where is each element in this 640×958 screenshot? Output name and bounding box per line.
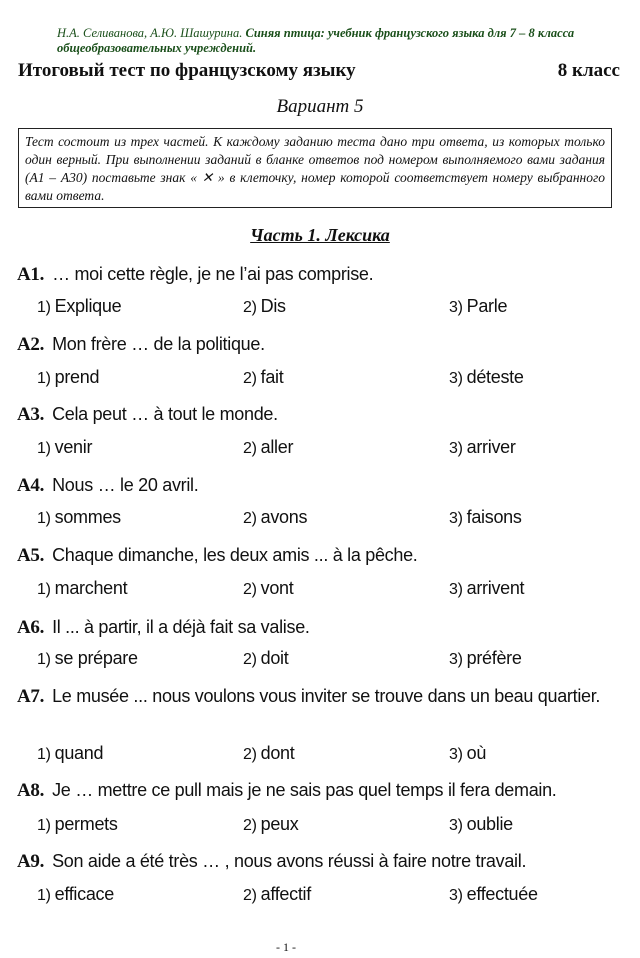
answer-option[interactable]: 2) affectif — [243, 884, 311, 904]
question-text: Je … mettre ce pull mais je ne sais pas quel temps il fera demain. — [52, 780, 557, 800]
citation-title: Синяя птица: учебник французского языка для 7 – 8 класса общеобразовательных учреждений. — [57, 26, 575, 55]
question-a9 — [17, 849, 623, 874]
question-a3 — [17, 402, 623, 427]
citation-header — [57, 26, 623, 56]
answer-option[interactable]: 2) fait — [243, 367, 284, 387]
question-text: Chaque dimanche, les deux amis ... à la pêche. — [52, 545, 418, 565]
question-a5 — [17, 543, 623, 568]
answer-option[interactable]: 3) effectuée — [449, 884, 538, 904]
question-number: A7. — [17, 686, 45, 707]
answer-option[interactable]: 2) avons — [243, 507, 308, 527]
answer-option[interactable]: 3) où — [449, 743, 487, 763]
part-heading: Часть 1. Лексика — [250, 225, 390, 245]
test-title: Итоговый тест по французскому языку — [18, 60, 356, 81]
answer-option[interactable]: 1) marchent — [37, 578, 128, 598]
answer-option[interactable]: 3) arriver — [449, 437, 516, 457]
answer-option[interactable]: 2) aller — [243, 437, 294, 457]
answer-option[interactable]: 1) efficace — [37, 884, 114, 904]
answer-option[interactable]: 3) oublie — [449, 814, 513, 834]
answer-option[interactable]: 1) Explique — [37, 296, 122, 316]
question-text: Cela peut … à tout le monde. — [52, 404, 278, 424]
question-text: Nous … le 20 avril. — [52, 475, 199, 495]
question-a6 — [17, 615, 623, 640]
answer-option[interactable]: 2) dont — [243, 743, 295, 763]
answer-option[interactable]: 2) Dis — [243, 296, 286, 316]
question-number: A6. — [17, 617, 45, 638]
answer-option[interactable]: 1) venir — [37, 437, 93, 457]
answer-option[interactable]: 3) Parle — [449, 296, 508, 316]
question-number: A4. — [17, 475, 45, 496]
question-number: A9. — [17, 851, 45, 872]
answer-option[interactable]: 3) déteste — [449, 367, 524, 387]
answer-option[interactable]: 1) quand — [37, 743, 104, 763]
answer-option[interactable]: 1) se prépare — [37, 648, 138, 668]
question-number: A1. — [17, 264, 45, 285]
answer-option[interactable]: 1) prend — [37, 367, 100, 387]
answer-option[interactable]: 2) vont — [243, 578, 294, 598]
question-text: Il ... à partir, il a déjà fait sa valise. — [52, 617, 310, 637]
answer-option[interactable]: 1) permets — [37, 814, 118, 834]
citation-authors: Н.А. Селиванова, А.Ю. Шашурина. — [57, 26, 243, 40]
answer-option[interactable]: 3) arrivent — [449, 578, 525, 598]
answer-option[interactable]: 3) faisons — [449, 507, 522, 527]
variant-label: Вариант 5 — [276, 96, 364, 117]
instructions-box: Тест состоит из трех частей. К каждому заданию теста дано три ответа, из которых только один верный. При выполнении заданий в бланке ответов под номером выполняемого вами задания (А1 – А30) поставьте знак « ✕ » в клеточку, номер которой соответствует номеру выбранного вами ответа. — [18, 128, 612, 208]
page-number: - 1 - — [276, 940, 296, 954]
question-text: … moi cette règle, je ne l’ai pas comprise. — [52, 264, 374, 284]
question-number: A5. — [17, 545, 45, 566]
answer-option[interactable]: 2) peux — [243, 814, 299, 834]
question-a8 — [17, 778, 623, 803]
question-a2 — [17, 332, 623, 357]
question-number: A3. — [17, 404, 45, 425]
question-text: Son aide a été très … , nous avons réussi à faire notre travail. — [52, 851, 527, 871]
answer-option[interactable]: 2) doit — [243, 648, 289, 668]
question-a4 — [17, 473, 623, 498]
grade-label: 8 класс — [557, 60, 620, 81]
question-text: Le musée ... nous voulons vous inviter se trouve dans un beau quartier. — [52, 686, 601, 706]
question-text: Mon frère … de la politique. — [52, 334, 265, 354]
answer-option[interactable]: 1) sommes — [37, 507, 121, 527]
question-number: A8. — [17, 780, 45, 801]
question-a1 — [17, 262, 623, 287]
question-number: A2. — [17, 334, 45, 355]
title-row — [18, 60, 620, 82]
question-a7 — [17, 684, 623, 709]
answer-option[interactable]: 3) préfère — [449, 648, 522, 668]
